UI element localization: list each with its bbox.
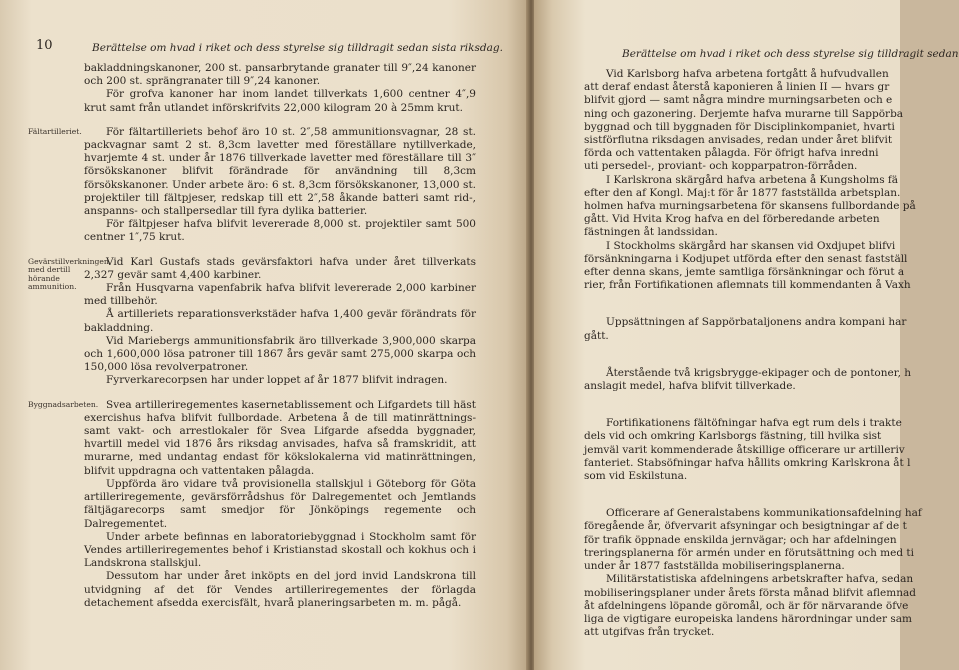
page-number: 10 [36, 38, 53, 53]
right-page [534, 0, 959, 670]
text-line: mobiliseringsplaner under årets första månad blifvit aflemnad [584, 586, 916, 599]
text-line: ning och gazonering. Derjemte hafva murarne till Sappörba [584, 107, 904, 120]
margin-note: Fältartilleriet. [28, 126, 82, 136]
section-paragraph: Under arbete befinnas en laboratoriebyggnad i Stockholm samt för Vendes artilleriregementes behof i Kristianstad skostall och kokhus och i Landskrona stallskjul. [84, 530, 476, 570]
intro-paragraph: För grofva kanoner har inom landet tillverkats 1,600 centner 4″,9 krut samt från utlandet införskrifvits 22,000 kilogram 20 à 25mm krut. [84, 88, 476, 114]
text-line: Återstående två krigsbrygge-ekipager och de pontoner, h [606, 366, 912, 379]
text-line: Vid Karlsborg hafva arbetena fortgått å hufvudvallen [606, 68, 889, 80]
section-paragraph: För fältartilleriets behof äro 10 st. 2″,58 ammunitionsvagnar, 28 st. packvagnar samt 2 st. 8,3cm lavetter med föreställare nytillverkade, hvarjemte 4 st. under år 1876 tillverkade lavetter med föreställare till 3″ försökskanoner blifvit förändrade för användning till 8,3cm försökskanoner. Under arbete äro: 6 st. 8,3cm försökskanoner, 13,000 st. projektiler till fältpjeser, redskap till ett 2″,58 åkande batteri samt rid-, anspanns- och stallpersedlar till fyra dylika batterier. [84, 125, 476, 218]
margin-note: Gevärstillverkningen med dertill hörande ammunition. [28, 256, 109, 292]
text-line: förda och vattentaken pålagda. För öfrigt hafva inredni [584, 147, 879, 160]
section-paragraph: Dessutom har under året inköpts en del jord invid Landskrona till utvidgning af det för Vendes artilleriregementes der förlagda detachement afsedda exercisfält, hvarå planeringsarbeten m. m. pågå. [84, 570, 476, 609]
text-line: Uppsättningen af Sappörbataljonens andra kompani har [606, 316, 907, 329]
section-paragraph: Uppförda äro vidare två provisionella stallskjul i Göteborg för Göta artilleriregemente, gevärsförrådshus för Dalregementet och Jemtlands fältjägarecorps samt smedjor för Jönköpings regemente och Dalregementet. [84, 477, 476, 530]
text-line: jemväl varit kommenderade åtskillige officerare ur artilleriv [584, 443, 905, 456]
text-line: liga de vigtigare europeiska landens härordningar under sam [584, 612, 912, 625]
text-line: treringsplanerna för armén under en förutsättning och med ti [584, 546, 914, 559]
text-line: rier, från Fortifikationen aflemnats till kommendanten å Vaxh [584, 279, 911, 292]
section-paragraph: Vid Karl Gustafs stads gevärsfaktori hafva under året tillverkats 2,327 gevär samt 4,400 karbiner. [84, 255, 476, 281]
text-line: efter den af Kongl. Maj:t för år 1877 fastställda arbetsplan. [584, 186, 901, 199]
text-line: Militärstatistiska afdelningens arbetskrafter hafva, sedan [606, 573, 914, 586]
text-block-sapper-battalion [584, 316, 914, 342]
text-line: blifvit gjord — samt några mindre murningsarbeten och e [584, 94, 893, 107]
running-head-right: Berättelse om hvad i riket och dess styrelse sig tilldragit sedan [622, 48, 959, 60]
intro-paragraph: bakladdningskanoner, 200 st. pansarbrytande granater till 9″,24 kanoner och 200 st. sprängranater till 9″,24 kanoner. [84, 62, 476, 88]
section-paragraph: Vid Mariebergs ammunitionsfabrik äro tillverkade 3,900,000 skarpa och 1,600,000 lösa patroner till 1867 års gevär samt 275,000 skarpa och 150,000 lösa revolverpatroner. [84, 334, 476, 374]
text-line: föregående år, öfvervarit afsyningar och besigtningar af de t [584, 520, 907, 533]
text-block-field-exercises [584, 417, 914, 483]
text-line: fästningen åt landssidan. [584, 226, 718, 239]
section-rifle-manufacture [28, 255, 476, 388]
section-paragraph: Från Husqvarna vapenfabrik hafva blifvit levererade 2,000 karbiner med tillbehör. [84, 282, 476, 308]
left-page-body [28, 62, 476, 610]
text-line: gått. Vid Hvita Krog hafva en del förberedande arbeten [584, 213, 880, 226]
section-paragraph: För fältpjeser hafva blifvit levererade 8,000 st. projektiler samt 500 centner 1″,75 krut. [84, 218, 476, 244]
text-line: efter denna skans, jemte samtliga försänkningar och förut a [584, 266, 905, 279]
text-block-fortifications [584, 68, 914, 292]
right-page-body [584, 68, 922, 639]
text-line: åt afdelningens löpande göromål, och är för närvarande öfve [584, 599, 909, 612]
section-paragraph: Svea artilleriregementes kasernetablissement och Lifgardets till häst exercishus hafva blifvit fullbordade. Arbetena å de till matinrättnings- samt vakt- och arrestlokaler för Svea Lifgarde afsedda byggnader, hvartill medel vid 1876 års riksdag anvisades, hafva så framskridit, att murarne, med undantag endast för kökslokalerna vid matinrättningen, blifvit uppdragna och vattentaken pålagda. [84, 398, 476, 477]
text-line: Fortifikationens fältöfningar hafva egt rum dels i trakte [606, 417, 902, 430]
text-block-bridge-equipment [584, 367, 914, 393]
text-line: försänkningarna i Kodjupet utförda efter den senast fastställ [584, 252, 908, 265]
running-head-left: Berättelse om hvad i riket och dess styrelse sig tilldragit sedan sista riksdag. [92, 42, 503, 54]
text-line: för trafik öppnade enskilda jernvägar; och har afdelningen [584, 533, 897, 546]
text-line: uti persedel-, proviant- och kopparpatron-förråden. [584, 160, 858, 173]
text-line: dels vid och omkring Karlsborgs fästning, till hvilka sist [584, 430, 882, 443]
section-building-works [28, 398, 476, 610]
section-field-artillery [28, 125, 476, 245]
text-line: holmen hafva murningsarbetena för skansens fullbordande på [584, 200, 916, 213]
section-paragraph: Fyrverkarecorpsen har under loppet af år 1877 blifvit indragen. [106, 374, 448, 387]
text-block-general-staff [584, 507, 922, 639]
text-line: anslagit medel, hafva blifvit tillverkade. [584, 380, 796, 393]
text-line: I Stockholms skärgård har skansen vid Oxdjupet blifvi [606, 239, 896, 252]
text-line: att deraf endast återstå kaponieren å linien II — hvars gr [584, 81, 890, 94]
text-line: att utgifvas från trycket. [584, 626, 715, 639]
margin-note: Byggnadsarbeten. [28, 399, 99, 409]
text-line: sistförflutna riksdagen anvisades, redan under året blifvit [584, 134, 893, 147]
text-line: under år 1877 fastställda mobiliseringsplanerna. [584, 560, 845, 573]
section-paragraph: Å artilleriets reparationsverkstäder hafva 1,400 gevär förändrats för bakladdning. [84, 308, 476, 334]
text-line: som vid Eskilstuna. [584, 470, 688, 483]
text-line: I Karlskrona skärgård hafva arbetena å Kungsholms fä [606, 173, 899, 186]
text-line: byggnad och till byggnaden för Disciplinkompaniet, hvarti [584, 120, 895, 133]
text-line: fanteriet. Stabsöfningar hafva hållits omkring Karlskrona åt l [584, 456, 911, 469]
text-line: Officerare af Generalstabens kommunikationsafdelning haf [606, 507, 922, 520]
text-line: gått. [584, 329, 609, 342]
